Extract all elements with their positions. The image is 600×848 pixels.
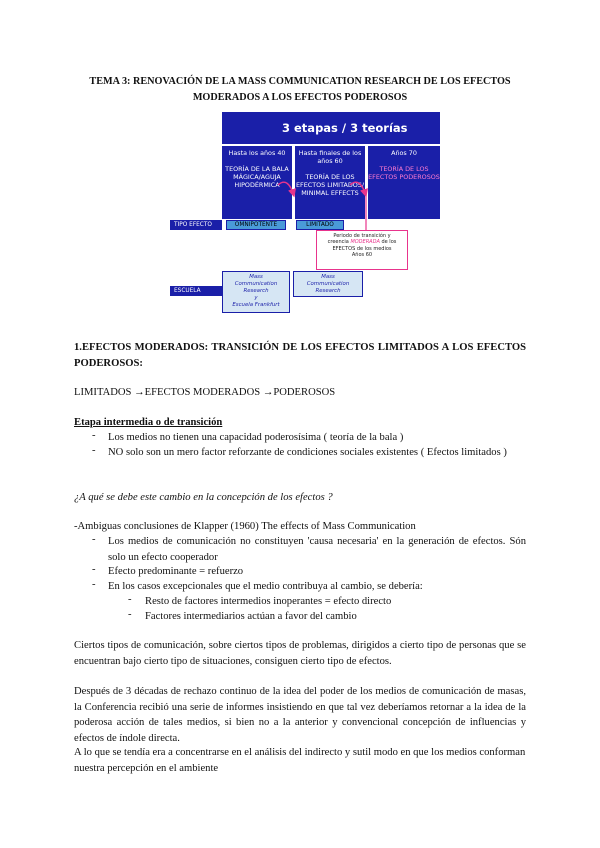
column-header: Hasta finales de los años 60	[298, 149, 362, 165]
arrows	[160, 110, 450, 318]
sub-item-2: Factores intermediarios actúan a favor del cambio	[145, 611, 357, 622]
column-header: Hasta los años 40	[228, 149, 286, 157]
sub-item-1: Resto de factores intermedios inoperantes = efecto directo	[145, 596, 392, 607]
bullet-dash: -	[128, 594, 132, 605]
bullet-dash: -	[92, 534, 96, 545]
bullet-dash: -	[92, 445, 96, 456]
three-stages-diagram	[160, 110, 450, 318]
question: ¿A qué se debe este cambio en la concepción de los efectos ?	[74, 492, 333, 503]
school-line: Mass	[321, 274, 335, 280]
note-line: EFECTOS de los medios	[332, 245, 392, 252]
effects-sequence: LIMITADOS →EFECTOS MODERADOS →PODEROSOS	[74, 387, 336, 398]
school-line: Mass	[249, 274, 263, 280]
school-line: Research	[315, 288, 341, 294]
paragraph-2: Después de 3 décadas de rechazo continuo de la idea del poder de los medios de comunicación de masas, la Conferencia recibió una serie de informes insistiendo en que tal vez deberíamos retornar a la idea de la poderosa acción de tales medios, si bien no a la anterior y convencional concepción de influencias y efectos de índole directa.	[74, 686, 526, 744]
section-heading: 1.EFECTOS MODERADOS: TRANSICIÓN DE LOS EFECTOS LIMITADOS A LOS EFECTOS PODEROSOS:	[74, 342, 526, 369]
bullet-dash: -	[92, 564, 96, 575]
tipo-omnipotente: OMNIPOTENTE	[226, 220, 286, 230]
column-body: TEORÍA DE LOS EFECTOS PODEROSOS	[368, 165, 440, 181]
school-line: Research	[243, 288, 269, 294]
school-line: Escuela Frankfurt	[232, 302, 280, 308]
school-line: y	[254, 295, 258, 301]
bullet-dash: -	[128, 609, 132, 620]
column-body: TEORÍA DE LOS EFECTOS LIMITADOS/ MINIMAL EFFECTS	[295, 173, 365, 197]
etapa-item-1: Los medios no tienen una capacidad poderosísima ( teoría de la bala )	[108, 432, 404, 443]
note-text: de los	[379, 239, 397, 246]
document-title	[60, 74, 540, 106]
klapper-item-3: En los casos excepcionales que el medio contribuya al cambio, se debería:	[108, 581, 423, 592]
klapper-item-2: Efecto predominante = refuerzo	[108, 566, 244, 577]
tipo-limitado: LIMITADO	[296, 220, 344, 230]
school-line: Communication	[234, 281, 278, 287]
note-line: Periodo de transición y	[333, 233, 391, 239]
etapa-item-2: NO solo son un mero factor reforzante de condiciones sociales existentes ( Efectos limitados )	[108, 447, 507, 458]
diagram-banner: 3 etapas / 3 teorías	[222, 112, 440, 144]
klapper-item-1: Los medios de comunicación no constituyen 'causa necesaria' en la generación de efectos. Són solo un efecto cooperador	[108, 536, 526, 563]
paragraph-3: A lo que se tendía era a concentrarse en el análisis del indirecto y sutil modo en que los medios conforman nuestra percepción en el ambiente	[74, 747, 526, 774]
tipo-efecto-label: TIPO EFECTO	[170, 220, 222, 230]
klapper-line: -Ambiguas conclusiones de Klapper (1960) The effects of Mass Communication	[74, 521, 416, 532]
column-body: TEORÍA DE LA BALA MÁGICA/AGUJA HIPODÉRMICA	[225, 165, 289, 189]
arrow-stage1-to-stage2	[278, 182, 294, 196]
paragraph-1: Ciertos tipos de comunicación, sobre ciertos tipos de problemas, dirigidos a cierto tipo de personas que se encuentran bajo cierto tipo de situaciones, consiguen cierto tipo de efectos.	[74, 640, 526, 667]
title-line-2: MODERADOS A LOS EFECTOS PODEROSOS	[192, 92, 408, 103]
title-line-1: TEMA 3: RENOVACIÓN DE LA MASS COMMUNICATION RESEARCH DE LOS EFECTOS	[89, 76, 511, 87]
note-line: Años 60	[351, 252, 373, 259]
bullet-dash: -	[92, 579, 96, 590]
bullet-dash: -	[92, 430, 96, 441]
etapa-heading: Etapa intermedia o de transición	[74, 417, 223, 428]
escuela-label: ESCUELA	[170, 286, 222, 296]
note-text: creencia	[327, 239, 351, 246]
arrow-stage2-to-stage3	[350, 182, 366, 196]
column-header: Años 70	[391, 149, 417, 157]
note-highlight: MODERADA	[350, 239, 380, 246]
school-line: Communication	[306, 281, 350, 287]
